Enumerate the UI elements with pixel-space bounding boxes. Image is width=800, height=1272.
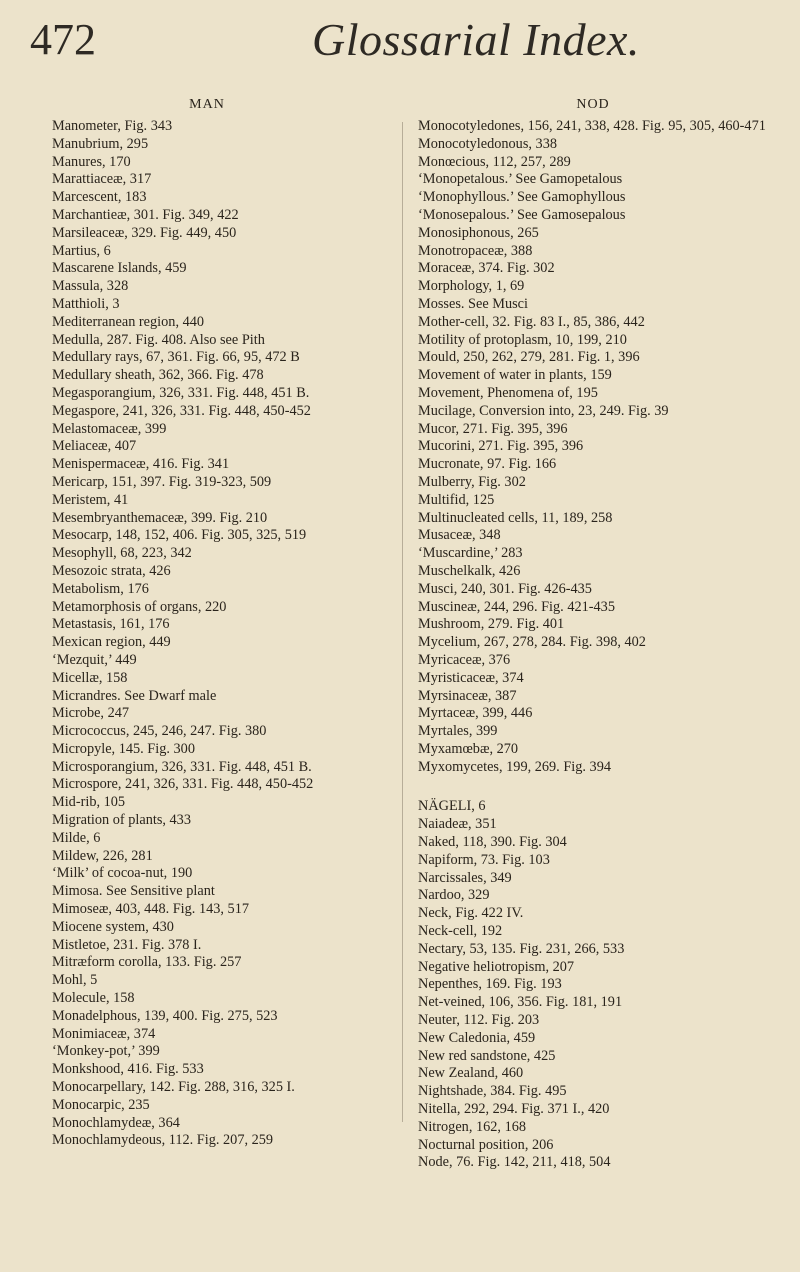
index-entry: Node, 76. Fig. 142, 211, 418, 504 [418,1154,611,1171]
index-entry: Movement of water in plants, 159 [418,367,612,384]
index-entry: Monocotyledones, 156, 241, 338, 428. Fig. 95, 305, 460-471 [418,118,766,134]
index-entry: Mucilage, Conversion into, 23, 249. Fig. 39 [418,402,669,419]
index-entry: Megasporangium, 326, 331. Fig. 448, 451 B. [52,384,310,401]
index-entry: Marsileaceæ, 329. Fig. 449, 450 [52,224,237,241]
running-title: Glossarial Index. [312,14,640,65]
index-entry: Mediterranean region, 440 [52,313,205,330]
right-index-list [418,118,773,1172]
index-entry: Musaceæ, 348 [418,527,501,544]
index-entry: Monocarpic, 235 [52,1096,150,1113]
index-entry: Mascarene Islands, 459 [52,260,187,277]
index-entry: Myristicaceæ, 374 [418,669,524,686]
index-entry: Nitrogen, 162, 168 [418,1118,527,1135]
index-entry: Mucorini, 271. Fig. 395, 396 [418,438,584,455]
index-entry: Martius, 6 [52,242,111,259]
index-entry: Migration of plants, 433 [52,812,191,829]
index-entry: Musci, 240, 301. Fig. 426-435 [418,580,592,597]
index-entry: Movement, Phenomena of, 195 [418,384,598,401]
index-entry: Naked, 118, 390. Fig. 304 [418,834,567,851]
index-entry: Motility of protoplasm, 10, 199, 210 [418,331,627,348]
index-entry: Monosiphonous, 265 [418,224,539,241]
index-entry: ‘Mezquit,’ 449 [52,651,137,668]
index-entry: Manubrium, 295 [52,135,149,152]
index-entry: ‘Monkey-pot,’ 399 [52,1043,160,1060]
index-entry: Mistletoe, 231. Fig. 378 I. [52,936,202,953]
index-entry: Muschelkalk, 426 [418,562,521,579]
index-entry: Neuter, 112. Fig. 203 [418,1012,540,1029]
index-entry: Multifid, 125 [418,491,495,508]
index-entry: Mesocarp, 148, 152, 406. Fig. 305, 325, 519 [52,527,307,544]
index-entry: Microspore, 241, 326, 331. Fig. 448, 450-452 [52,776,314,793]
index-entry: Mesembryanthemaceæ, 399. Fig. 210 [52,509,268,526]
index-entry: Mexican region, 449 [52,634,171,651]
index-entry: ‘Monosepalous.’ See Gamosepalous [418,206,626,223]
index-entry: Moraceæ, 374. Fig. 302 [418,260,555,277]
index-entry: Mould, 250, 262, 279, 281. Fig. 1, 396 [418,349,640,366]
index-entry: Microbe, 247 [52,705,130,722]
index-entry: Mericarp, 151, 397. Fig. 319-323, 509 [52,473,272,490]
index-entry: Nepenthes, 169. Fig. 193 [418,976,562,993]
index-entry: Micrococcus, 245, 246, 247. Fig. 380 [52,723,267,740]
index-entry: Mucronate, 97. Fig. 166 [418,456,557,473]
column-divider [402,122,403,1122]
index-entry: Mid-rib, 105 [52,794,126,811]
index-entry: Monochlamydeous, 112. Fig. 207, 259 [52,1132,274,1149]
index-entry: Mesozoic strata, 426 [52,562,171,579]
index-entry: Negative heliotropism, 207 [418,958,575,975]
index-entry: Marcescent, 183 [52,189,147,206]
index-entry: Marchantieæ, 301. Fig. 349, 422 [52,206,239,223]
index-entry: Menispermaceæ, 416. Fig. 341 [52,456,230,473]
index-entry: Micellæ, 158 [52,669,128,686]
index-entry: Metamorphosis of organs, 220 [52,598,227,615]
index-entry: Monochlamydeæ, 364 [52,1114,180,1131]
index-entry: Meristem, 41 [52,491,129,508]
index-entry: Multinucleated cells, 11, 189, 258 [418,509,613,526]
index-entry: Massula, 328 [52,278,129,295]
index-entry: Monotropaceæ, 388 [418,242,533,259]
index-entry: Mother-cell, 32. Fig. 83 I., 85, 386, 442 [418,313,645,330]
index-entry: New Caledonia, 459 [418,1029,536,1046]
index-entry: Miocene system, 430 [52,918,174,935]
index-entry: Mildew, 226, 281 [52,847,153,864]
index-entry: Mitræform corolla, 133. Fig. 257 [52,954,242,971]
index-entry: Mohl, 5 [52,972,98,989]
index-entry: Metabolism, 176 [52,580,149,597]
index-entry: Nightshade, 384. Fig. 495 [418,1083,567,1100]
index-entry: Mimosa. See Sensitive plant [52,883,215,900]
index-entry: Monocotyledonous, 338 [418,135,557,152]
index-entry: Milde, 6 [52,829,101,846]
left-column [52,92,387,1150]
index-entry: Muscineæ, 244, 296. Fig. 421-435 [418,598,615,615]
index-entry: Neck, Fig. 422 IV. [418,905,524,922]
index-entry: ‘Muscardine,’ 283 [418,545,523,562]
index-entry: Mycelium, 267, 278, 284. Fig. 398, 402 [418,634,646,651]
index-entry: Manures, 170 [52,153,131,170]
index-entry: ‘Monophyllous.’ See Gamophyllous [418,189,626,206]
index-entry: Micropyle, 145. Fig. 300 [52,740,195,757]
index-entry: Naiadeæ, 351 [418,816,497,833]
index-entry: Monœcious, 112, 257, 289 [418,153,571,170]
index-entry: Matthioli, 3 [52,295,120,312]
index-entry: Micrandres. See Dwarf male [52,687,217,704]
index-entry: Medullary rays, 67, 361. Fig. 66, 95, 472 B [52,349,300,366]
index-entry: New Zealand, 460 [418,1065,524,1082]
index-entry: Monimiaceæ, 374 [52,1025,156,1042]
index-entry: Net-veined, 106, 356. Fig. 181, 191 [418,994,623,1011]
left-index-list [52,118,387,1150]
index-entry: Nocturnal position, 206 [418,1136,554,1153]
index-entry: Myrtaceæ, 399, 446 [418,705,533,722]
index-entry: New red sandstone, 425 [418,1047,556,1064]
index-entry: Nardoo, 329 [418,887,490,904]
index-entry: Medullary sheath, 362, 366. Fig. 478 [52,367,264,384]
index-entry: Napiform, 73. Fig. 103 [418,851,550,868]
index-entry: Mosses. See Musci [418,295,529,312]
index-entry: Monocarpellary, 142. Fig. 288, 316, 325 I. [52,1079,295,1096]
index-entry: Meliaceæ, 407 [52,438,137,455]
index-entry: Medulla, 287. Fig. 408. Also see Pith [52,331,265,348]
page-number: 472 [30,15,96,64]
page-header [30,10,790,70]
index-entry: Morphology, 1, 69 [418,278,525,295]
index-entry: Marattiaceæ, 317 [52,171,152,188]
index-entry: Nitella, 292, 294. Fig. 371 I., 420 [418,1101,610,1118]
index-entry: Myxamœbæ, 270 [418,740,519,757]
index-entry: Narcissales, 349 [418,869,512,886]
left-column-heading: MAN [189,97,225,112]
index-entry: Myrsinaceæ, 387 [418,687,517,704]
index-entry: Monadelphous, 139, 400. Fig. 275, 523 [52,1007,278,1024]
index-entry: ‘Monopetalous.’ See Gamopetalous [418,171,623,188]
right-column-heading: NOD [576,97,610,112]
index-entry: Myrtales, 399 [418,723,498,740]
index-entry: Mulberry, Fig. 302 [418,473,526,490]
index-entry: Myricaceæ, 376 [418,651,511,668]
index-entry: Neck-cell, 192 [418,923,503,940]
index-entry: Megaspore, 241, 326, 331. Fig. 448, 450-452 [52,402,311,419]
right-column [418,92,773,1172]
index-entry: Molecule, 158 [52,990,135,1007]
index-entry: Metastasis, 161, 176 [52,616,170,633]
index-entry: Mucor, 271. Fig. 395, 396 [418,420,568,437]
index-entry: Melastomaceæ, 399 [52,420,167,437]
index-entry: NÄGELI, 6 [418,798,486,815]
index-entry: Myxomycetes, 199, 269. Fig. 394 [418,758,612,775]
index-entry: Manometer, Fig. 343 [52,118,173,134]
index-entry: Mushroom, 279. Fig. 401 [418,616,565,633]
index-entry: Nectary, 53, 135. Fig. 231, 266, 533 [418,940,625,957]
index-entry: ‘Milk’ of cocoa-nut, 190 [52,865,193,882]
index-entry: Mesophyll, 68, 223, 342 [52,545,192,562]
index-entry: Microsporangium, 326, 331. Fig. 448, 451 B. [52,758,312,775]
index-entry: Monkshood, 416. Fig. 533 [52,1061,204,1078]
index-entry: Mimoseæ, 403, 448. Fig. 143, 517 [52,901,249,918]
